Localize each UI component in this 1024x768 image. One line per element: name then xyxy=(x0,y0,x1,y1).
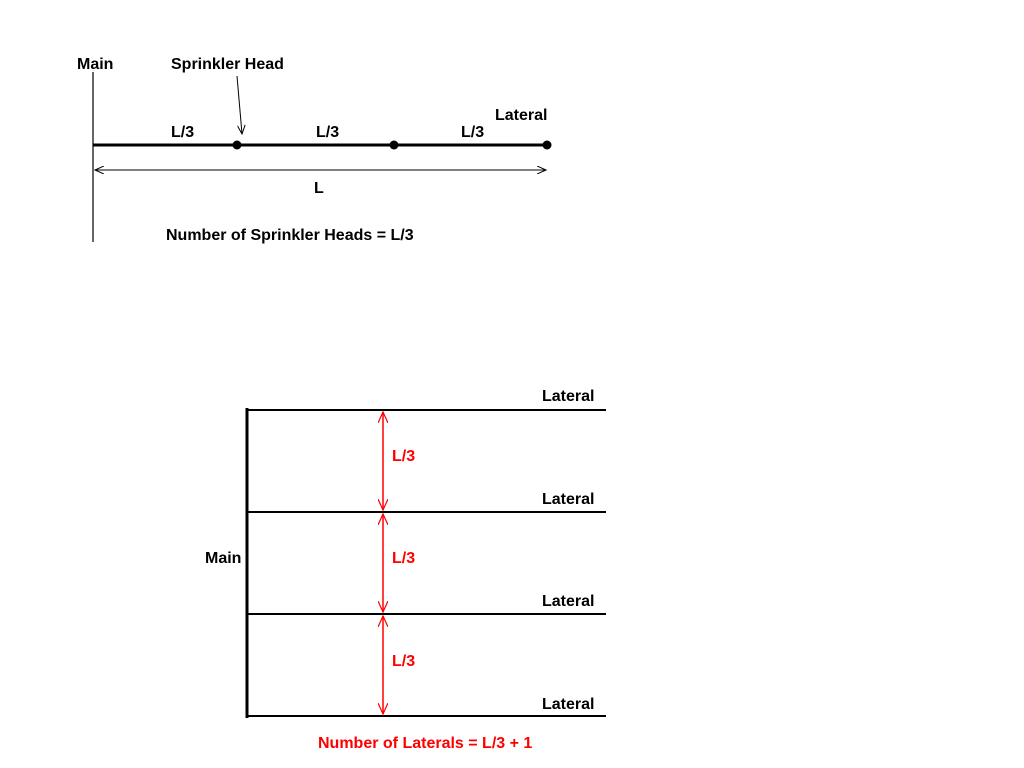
bottom-diagram xyxy=(205,388,606,752)
main-label: Main xyxy=(77,56,114,73)
sprinkler-heads-formula: Number of Sprinkler Heads = L/3 xyxy=(166,227,414,244)
lateral-label: Lateral xyxy=(542,696,595,713)
lateral-label: Lateral xyxy=(542,491,595,508)
spacing-label: L/3 xyxy=(392,653,416,670)
lateral-label: Lateral xyxy=(495,107,548,124)
main-label: Main xyxy=(205,550,242,567)
spacing-label: L/3 xyxy=(392,550,416,567)
sprinkler-head-pointer-arrow xyxy=(237,76,242,134)
sprinkler-head-dot xyxy=(543,141,552,150)
top-diagram xyxy=(77,56,552,244)
sprinkler-head-label: Sprinkler Head xyxy=(171,56,284,73)
sprinkler-head-dot xyxy=(390,141,399,150)
segment-label: L/3 xyxy=(461,124,485,141)
total-length-label: L xyxy=(314,180,324,197)
lateral-label: Lateral xyxy=(542,388,595,405)
segment-label: L/3 xyxy=(171,124,195,141)
spacing-label: L/3 xyxy=(392,448,416,465)
laterals-formula: Number of Laterals = L/3 + 1 xyxy=(318,735,533,752)
lateral-label: Lateral xyxy=(542,593,595,610)
sprinkler-head-dot xyxy=(233,141,242,150)
segment-label: L/3 xyxy=(316,124,340,141)
